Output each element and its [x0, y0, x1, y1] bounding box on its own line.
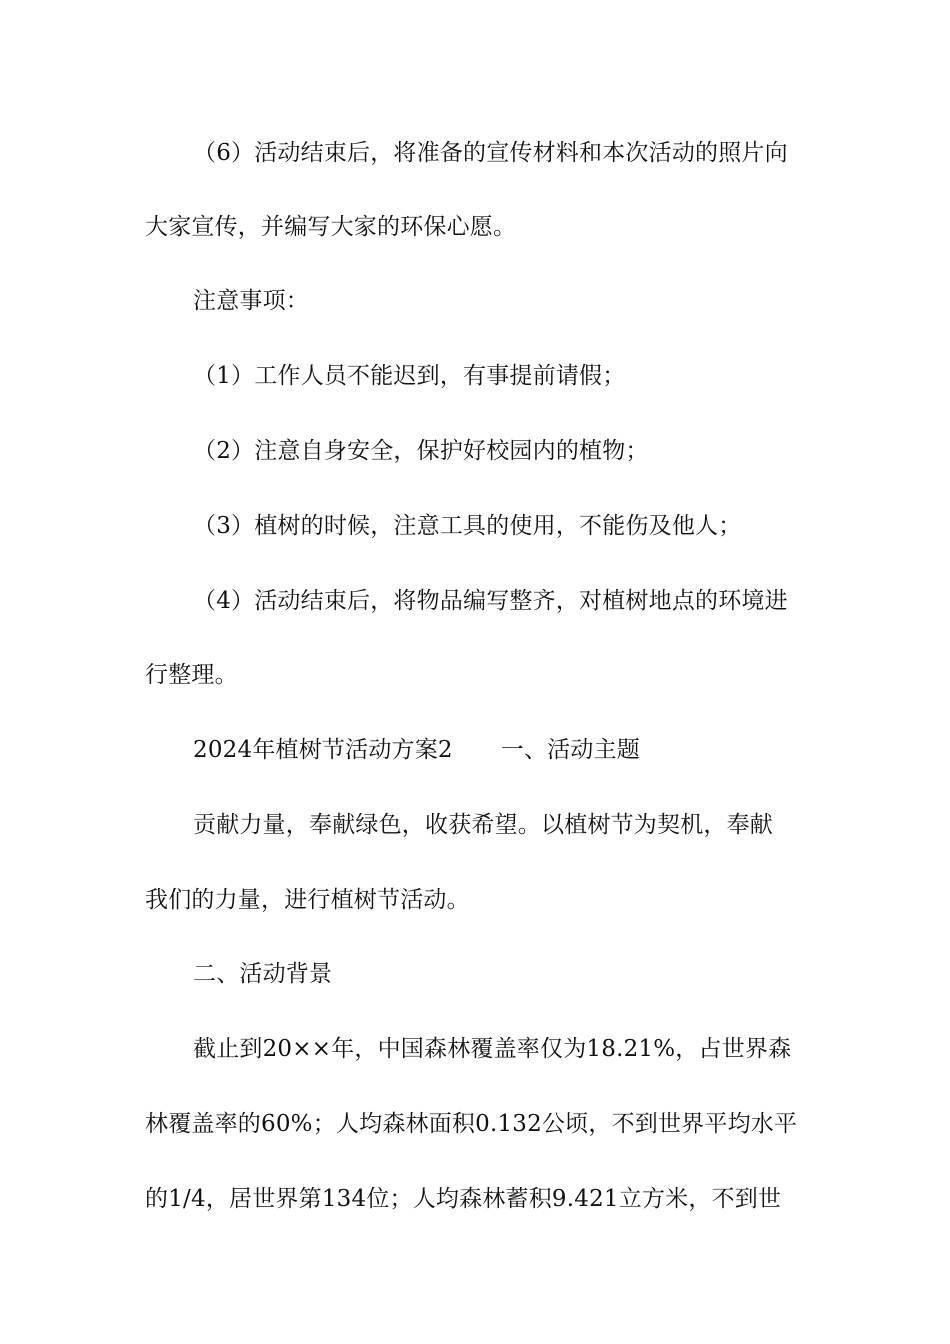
paragraph-line: （6）活动结束后，将准备的宣传材料和本次活动的照片向: [193, 140, 788, 166]
paragraph-line: 截止到20××年，中国森林覆盖率仅为18.21%，占世界森: [193, 1036, 792, 1062]
section-heading: 一、活动主题: [500, 737, 640, 763]
paragraph-line: 的1/4，居世界第134位；人均森林蓄积9.421立方米，不到世: [145, 1186, 782, 1212]
list-item: （4）活动结束后，将物品编写整齐，对植树地点的环境进: [193, 588, 788, 614]
paragraph-line: 大家宣传，并编写大家的环保心愿。: [145, 214, 517, 240]
plan-heading: [193, 735, 815, 765]
paragraph-line: 我们的力量，进行植树节活动。: [145, 887, 470, 913]
paragraph-line: 林覆盖率的60%；人均森林面积0.132公顷，不到世界平均水平: [145, 1111, 798, 1137]
list-item: （2）注意自身安全，保护好校园内的植物；: [193, 438, 649, 464]
section-label: 注意事项：: [193, 288, 309, 314]
paragraph-line: 贡献力量，奉献绿色，收获希望。以植树节为契机，奉献: [193, 812, 773, 838]
list-item-continuation: 行整理。: [145, 662, 238, 688]
list-item: （3）植树的时候，注意工具的使用，不能伤及他人；: [193, 513, 742, 539]
section-heading: 二、活动背景: [193, 961, 333, 987]
plan-title: 2024年植树节活动方案2: [193, 737, 453, 763]
list-item: （1）工作人员不能迟到，有事提前请假；: [193, 363, 626, 389]
